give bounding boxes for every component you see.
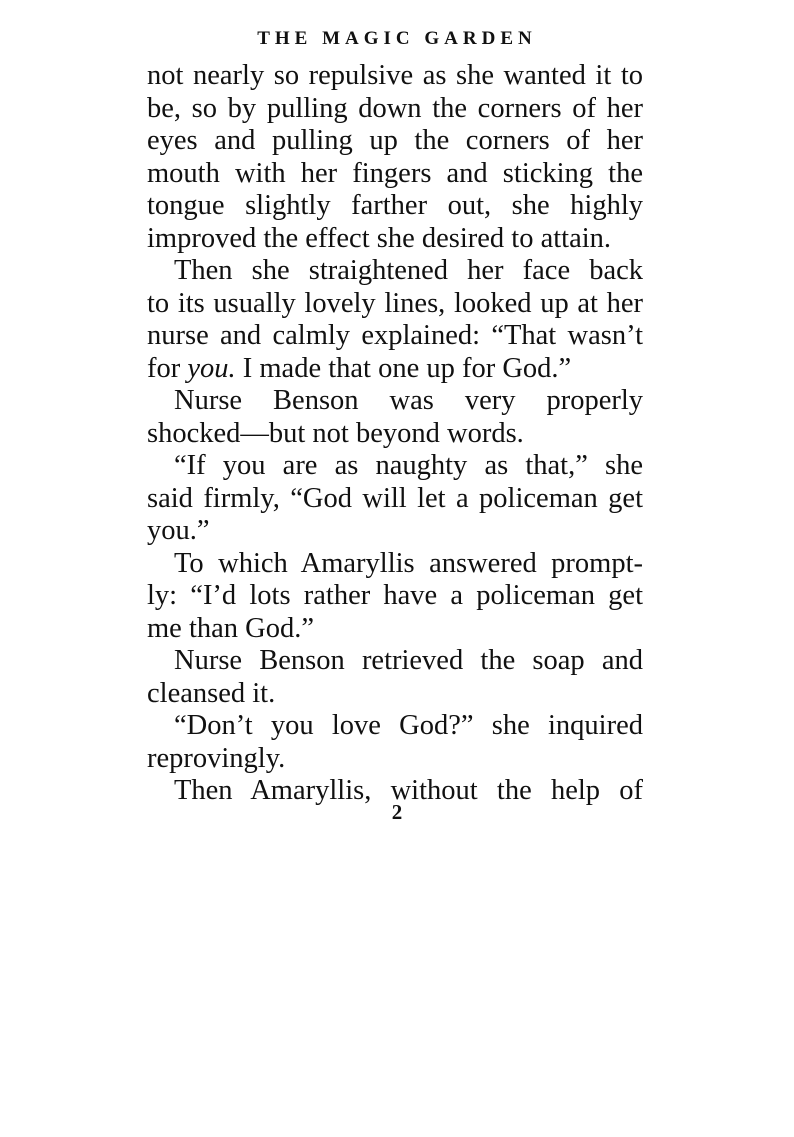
text-line: Then she straightened her face back <box>174 255 643 286</box>
text-line: me than God.” <box>147 612 314 644</box>
text-line: nurse and calmly explained: “That wasn’t <box>147 320 643 351</box>
text-line: Nurse Benson retrieved the soap and <box>174 645 643 676</box>
text-line: be, so by pulling down the corners of her <box>147 92 643 124</box>
text-line: you.” <box>147 515 210 546</box>
text-line: Then Amaryllis, without the help of <box>174 775 643 806</box>
text-line: mouth with her fingers and sticking the <box>147 157 643 189</box>
text-line: to its usually lovely lines, looked up at her <box>147 287 643 319</box>
text-line: reprovingly. <box>147 742 286 774</box>
text-line: “If you are as naughty as that,” she <box>174 450 643 481</box>
text-line: ly: “I’d lots rather have a policeman get <box>147 580 643 611</box>
text-line: improved the effect she desired to attain. <box>147 222 612 254</box>
page-number: 2 <box>391 800 403 824</box>
text-line: not nearly so repulsive as she wanted it to <box>147 60 643 91</box>
emphasis-you: you. <box>187 352 236 384</box>
text-line: shocked—but not beyond words. <box>147 417 524 449</box>
text-line: said firmly, “God will let a policeman get <box>147 482 643 514</box>
text-line: cleansed it. <box>147 677 276 709</box>
running-head: THE MAGIC GARDEN <box>257 28 537 49</box>
body-text <box>147 60 643 808</box>
text-line: tongue slightly farther out, she highly <box>147 190 643 221</box>
text-line: “Don’t you love God?” she inquired <box>174 710 643 741</box>
text-line: Nurse Benson was very properly <box>174 385 643 416</box>
text-line: eyes and pulling up the corners of her <box>147 125 643 156</box>
text-line: for you. I made that one up for God.” <box>147 352 572 384</box>
text-line: To which Amaryllis answered prompt- <box>174 547 643 579</box>
